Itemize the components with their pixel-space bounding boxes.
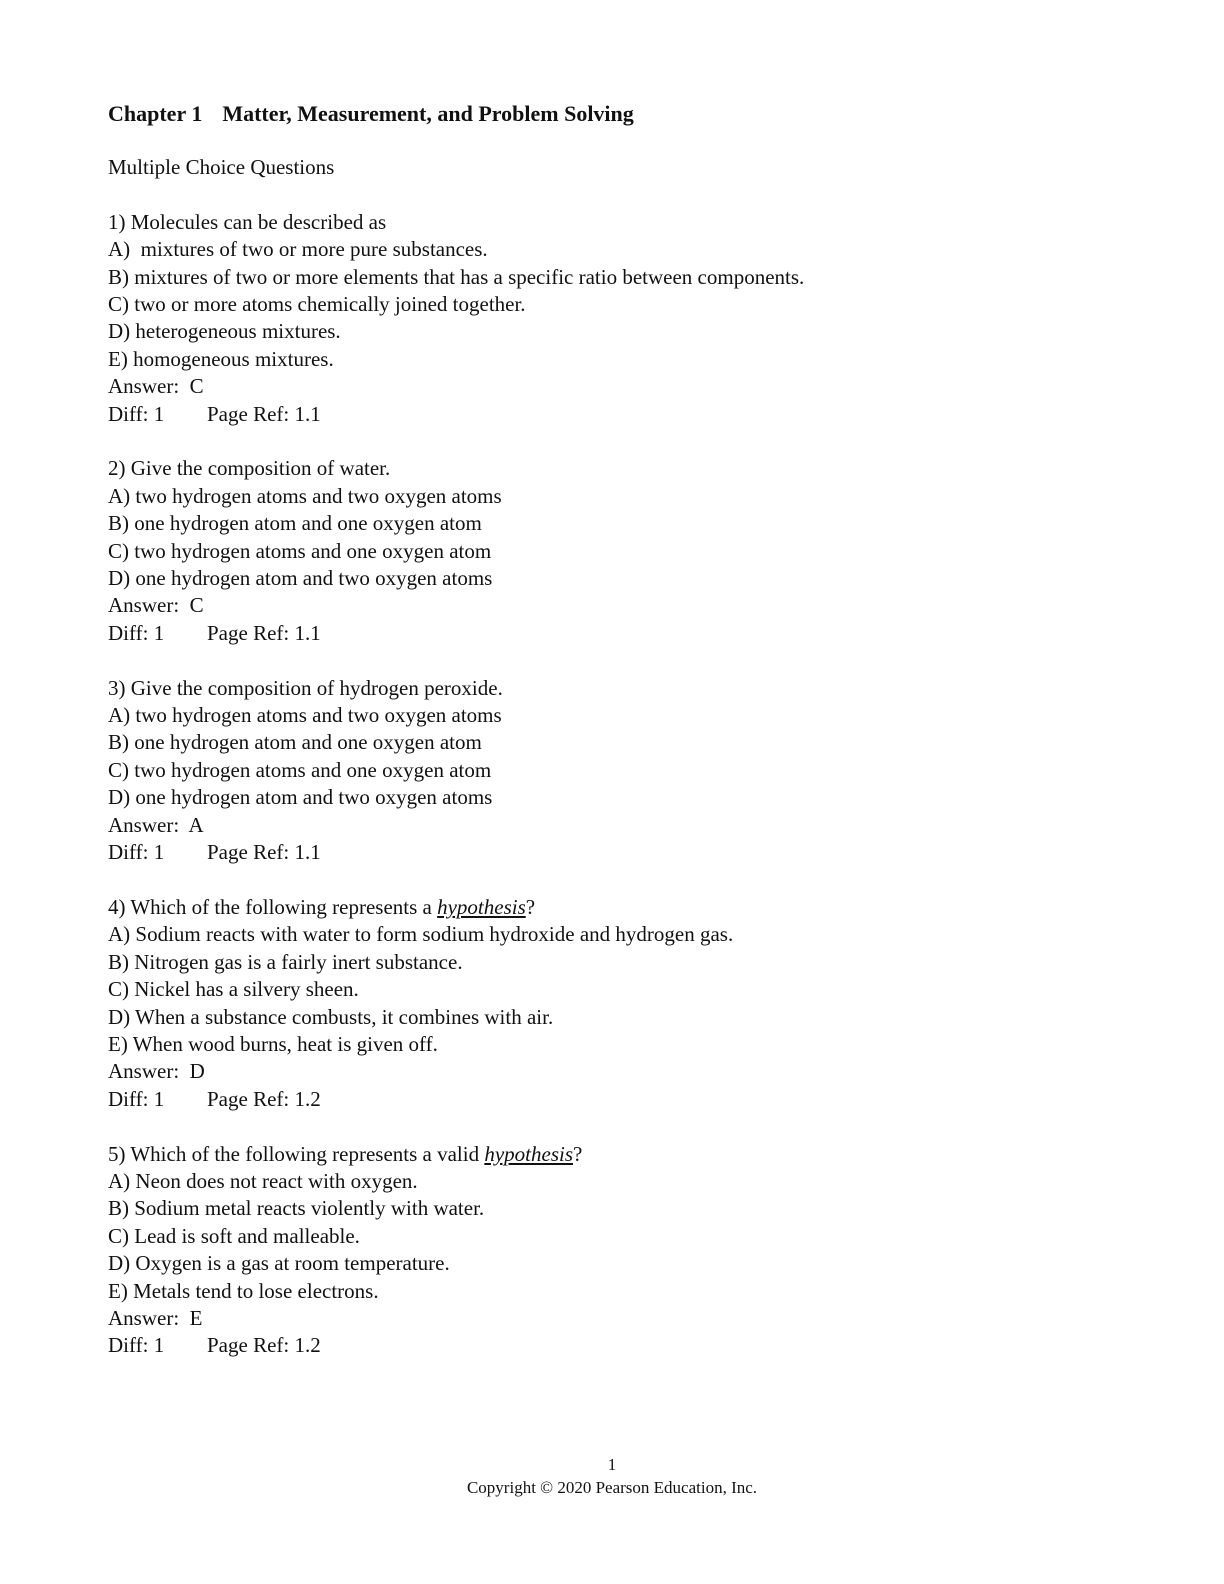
document-page — [108, 99, 1108, 1360]
question-5 — [108, 1141, 1108, 1360]
diff-line — [108, 839, 1108, 866]
answer: Answer: C — [108, 374, 204, 399]
option-d: D) When a substance combusts, it combines with air. — [108, 1004, 554, 1029]
stem-text: 4) Which of the following represents a — [108, 894, 438, 919]
option-b: B) Sodium metal reacts violently with water. — [108, 1196, 485, 1221]
difficulty: Diff: 1 — [108, 1086, 165, 1111]
difficulty: Diff: 1 — [108, 840, 165, 865]
answer: Answer: C — [108, 593, 204, 618]
option-b: B) mixtures of two or more elements that has a specific ratio between components. — [108, 264, 805, 289]
page-ref: Page Ref: 1.2 — [207, 1333, 321, 1358]
question-1 — [108, 209, 1108, 428]
option-a: A) two hydrogen atoms and two oxygen atoms — [108, 703, 502, 728]
chapter-name: Matter, Measurement, and Problem Solving — [222, 101, 634, 126]
stem-end: ? — [525, 894, 536, 919]
chapter-title — [108, 99, 1108, 129]
option-b: B) one hydrogen atom and one oxygen atom — [108, 730, 482, 755]
option-a: A) Sodium reacts with water to form sodium hydroxide and hydrogen gas. — [108, 922, 734, 947]
answer: Answer: D — [108, 1059, 205, 1084]
question-stem: 3) Give the composition of hydrogen peroxide. — [108, 675, 503, 700]
answer: Answer: A — [108, 812, 204, 837]
option-c: C) two hydrogen atoms and one oxygen atom — [108, 538, 492, 563]
answer: Answer: E — [108, 1305, 203, 1330]
page-ref: Page Ref: 1.2 — [207, 1086, 321, 1111]
option-d: D) heterogeneous mixtures. — [108, 319, 341, 344]
option-d: D) one hydrogen atom and two oxygen atoms — [108, 785, 493, 810]
page-ref: Page Ref: 1.1 — [207, 840, 321, 865]
copyright-notice: Copyright © 2020 Pearson Education, Inc. — [466, 1478, 758, 1497]
stem-term: hypothesis — [437, 894, 526, 919]
option-a: A) Neon does not react with oxygen. — [108, 1168, 418, 1193]
option-e: E) Metals tend to lose electrons. — [108, 1278, 379, 1303]
option-b: B) Nitrogen gas is a fairly inert substance. — [108, 949, 463, 974]
option-e: E) When wood burns, heat is given off. — [108, 1031, 438, 1056]
stem-end: ? — [573, 1141, 583, 1166]
difficulty: Diff: 1 — [108, 620, 165, 645]
option-a: A) mixtures of two or more pure substances. — [108, 237, 488, 262]
option-c: C) Lead is soft and malleable. — [108, 1223, 360, 1248]
question-2 — [108, 455, 1108, 647]
question-stem — [108, 1141, 1108, 1168]
diff-line — [108, 620, 1108, 647]
stem-term: hypothesis — [484, 1141, 573, 1166]
option-c: C) two hydrogen atoms and one oxygen atom — [108, 757, 492, 782]
option-d: D) one hydrogen atom and two oxygen atoms — [108, 566, 493, 591]
option-c: C) two or more atoms chemically joined together. — [108, 292, 526, 317]
question-stem: 1) Molecules can be described as — [108, 209, 387, 234]
diff-line — [108, 401, 1108, 428]
page-number: 1 — [607, 1455, 617, 1474]
option-b: B) one hydrogen atom and one oxygen atom — [108, 511, 482, 536]
option-e: E) homogeneous mixtures. — [108, 346, 334, 371]
chapter-number: Chapter 1 — [108, 101, 203, 126]
diff-line — [108, 1086, 1108, 1113]
question-stem: 2) Give the composition of water. — [108, 456, 391, 481]
diff-line — [108, 1332, 1108, 1359]
question-stem — [108, 894, 1108, 921]
difficulty: Diff: 1 — [108, 401, 165, 426]
page-ref: Page Ref: 1.1 — [207, 401, 321, 426]
difficulty: Diff: 1 — [108, 1333, 165, 1358]
page-ref: Page Ref: 1.1 — [207, 620, 321, 645]
stem-text: 5) Which of the following represents a valid — [108, 1141, 485, 1166]
option-d: D) Oxygen is a gas at room temperature. — [108, 1251, 450, 1276]
option-c: C) Nickel has a silvery sheen. — [108, 977, 359, 1002]
question-3 — [108, 675, 1108, 867]
question-4 — [108, 894, 1108, 1113]
section-label: Multiple Choice Questions — [108, 155, 335, 179]
option-a: A) two hydrogen atoms and two oxygen atoms — [108, 483, 502, 508]
